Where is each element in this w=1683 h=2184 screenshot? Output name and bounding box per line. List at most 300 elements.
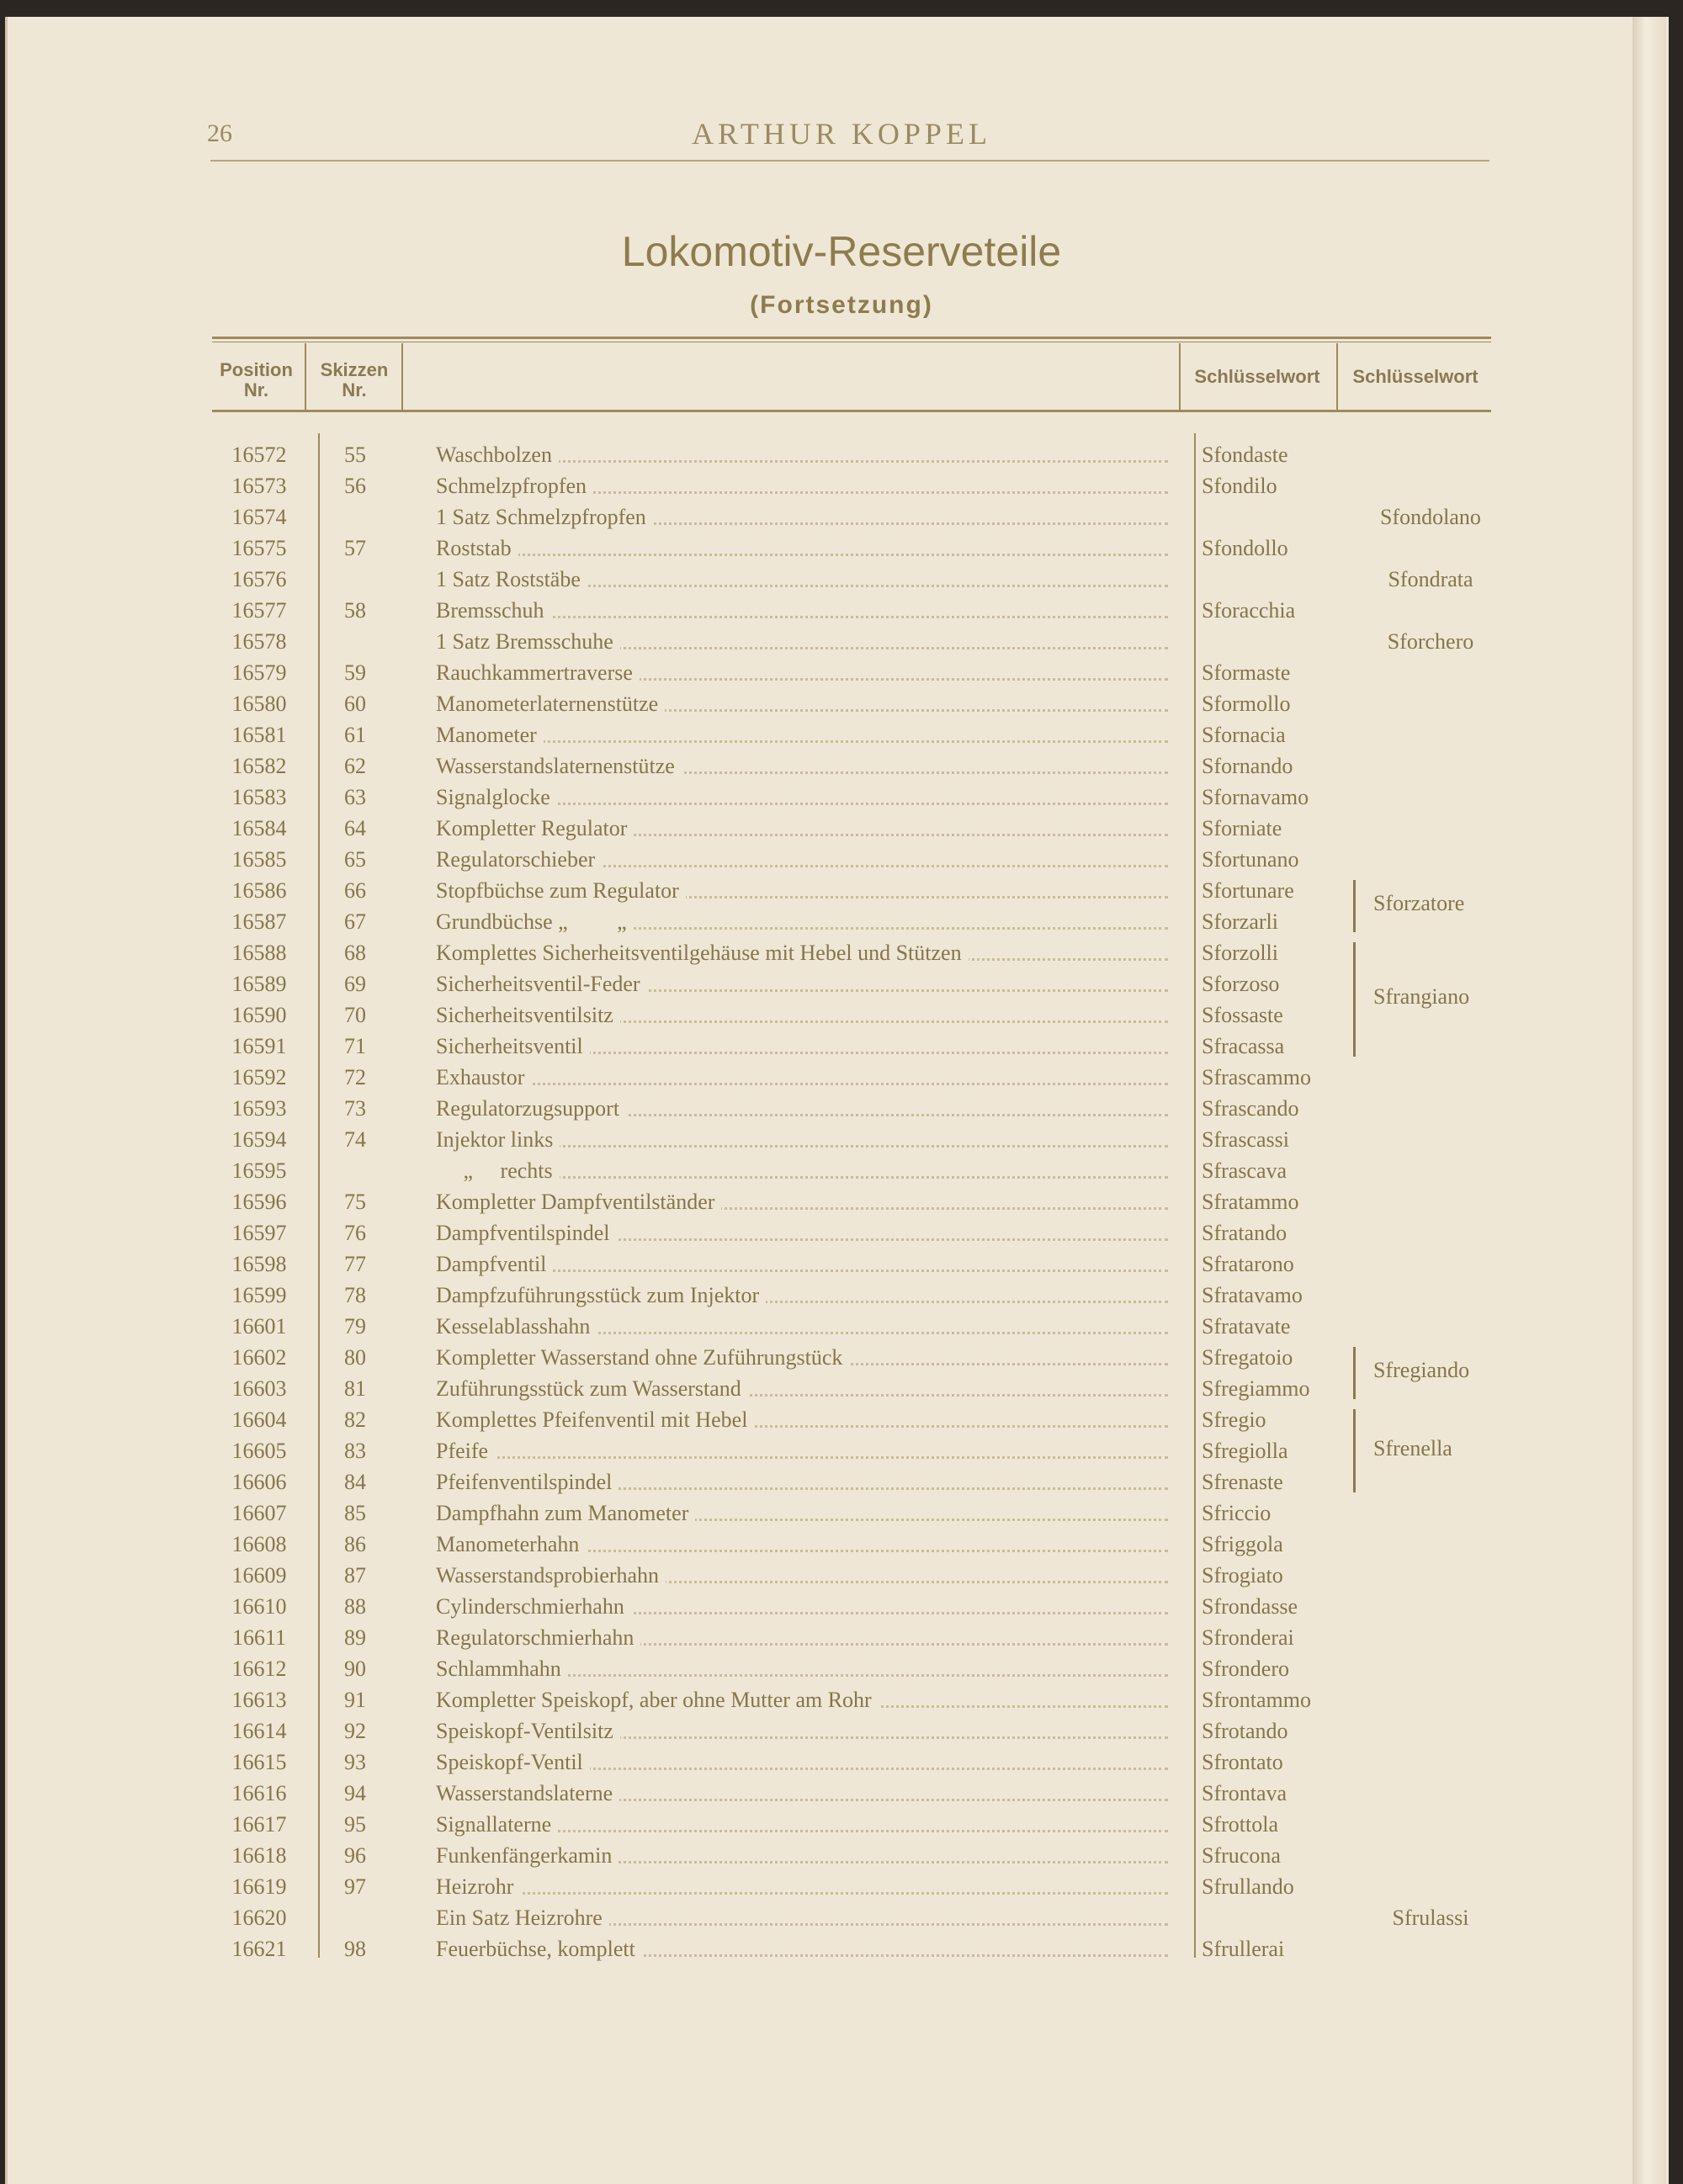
table-row [0,1498,1683,1529]
description-cell [436,999,1168,1031]
header-separator [305,343,306,411]
position-cell: 16607 [231,1501,287,1525]
description-cell [436,1840,1168,1871]
description-cell [436,688,1168,719]
description-text: 1 Satz Roststäbe [436,567,587,591]
keyword-cell: Sfondaste [1202,443,1288,467]
position-cell: 16579 [231,660,287,685]
description-text: Sicherheitsventilsitz [436,1003,620,1027]
skizzen-cell: 90 [344,1657,366,1681]
description-text: Heizrohr [436,1874,520,1899]
skizzen-cell: 61 [344,723,366,747]
table-row [0,1778,1683,1809]
skizzen-cell: 66 [344,878,366,903]
description-text: Grundbüchse „ „ [436,909,634,934]
column-header-key1: Schlüsselwort [1194,366,1320,387]
description-cell [436,1093,1168,1124]
keyword-cell: Sfrontato [1202,1750,1283,1774]
keyword2-cell: Sfondolano [1380,505,1481,529]
description-text: Speiskopf-Ventil [436,1750,590,1774]
skizzen-cell: 87 [344,1563,366,1588]
skizzen-cell: 68 [344,941,366,965]
skizzen-cell: 75 [344,1190,366,1214]
position-cell: 16599 [231,1283,287,1307]
skizzen-cell: 91 [344,1688,366,1712]
position-cell: 16583 [231,785,287,809]
table-row [0,844,1683,875]
keyword-cell: Sforzoso [1202,972,1280,996]
table-row [0,1248,1683,1280]
description-cell [436,1342,1168,1373]
table-row [0,470,1683,501]
table-row [0,1902,1683,1933]
description-cell [436,1062,1168,1093]
group-keyword: Sfregiando [1373,1358,1470,1382]
skizzen-cell: 79 [344,1314,366,1338]
column-header-skizzen: Skizzen Nr. [320,359,389,400]
position-cell: 16604 [231,1407,287,1432]
group-keyword: Sfrenella [1373,1435,1452,1460]
skizzen-cell: 81 [344,1376,366,1401]
description-text: Kesselablasshahn [436,1314,597,1338]
description-cell [436,1311,1168,1342]
position-cell: 16597 [231,1221,287,1245]
description-text: Sicherheitsventil-Feder [436,972,647,996]
description-text: Manometerlaternenstütze [436,692,665,716]
position-cell: 16621 [231,1937,287,1961]
skizzen-cell: 60 [344,692,366,716]
description-cell [436,501,1168,533]
table-row [0,501,1683,533]
keyword-cell: Sfrontammo [1202,1688,1311,1712]
description-cell [436,1591,1168,1622]
description-cell [436,1653,1168,1684]
keyword-cell: Sfornavamo [1202,785,1309,809]
table-row [0,1684,1683,1715]
table-row [0,1031,1683,1062]
description-text: Signallaterne [436,1812,558,1837]
description-text: Wasserstandsprobierhahn [436,1563,666,1588]
description-text: Stopfbüchse zum Regulator [436,878,686,903]
table-row [0,1529,1683,1560]
description-text: Schlammhahn [436,1657,568,1681]
keyword-cell: Sfondilo [1202,474,1277,498]
skizzen-cell: 92 [344,1719,366,1743]
skizzen-cell: 84 [344,1470,366,1494]
position-cell: 16601 [231,1314,287,1338]
keyword-cell: Sfrenaste [1202,1470,1283,1494]
position-cell: 16615 [231,1750,287,1774]
skizzen-cell: 77 [344,1252,366,1276]
table-row [0,1466,1683,1498]
table-top-rule [212,337,1491,339]
group-bracket [1353,880,1356,932]
description-cell [436,1435,1168,1466]
description-cell [436,1715,1168,1747]
skizzen-cell: 80 [344,1345,366,1370]
position-cell: 16611 [231,1625,287,1650]
table-row [0,1747,1683,1778]
skizzen-cell: 96 [344,1843,366,1868]
running-head: ARTHUR KOPPEL [692,117,991,151]
position-cell: 16596 [231,1190,287,1214]
description-cell [436,719,1168,750]
description-text: Kompletter Wasserstand ohne Zuführungstück [436,1345,849,1370]
position-cell: 16618 [231,1843,287,1868]
skizzen-cell: 93 [344,1750,366,1774]
description-cell [436,906,1168,937]
description-text: Dampfhahn zum Manometer [436,1501,695,1525]
description-text: Funkenfängerkamin [436,1843,619,1868]
position-cell: 16587 [231,909,287,934]
keyword-cell: Sfrullerai [1202,1937,1285,1961]
skizzen-cell: 65 [344,847,366,872]
keyword-cell: Sfronderai [1202,1625,1294,1650]
description-text: Kompletter Regulator [436,816,634,840]
keyword-cell: Sfortunano [1202,847,1299,872]
keyword-cell: Sfrontava [1202,1781,1287,1805]
description-cell [436,533,1168,564]
keyword-cell: Sfratammo [1202,1190,1299,1214]
position-cell: 16588 [231,941,287,965]
table-row [0,1622,1683,1653]
keyword-cell: Sforacchia [1202,598,1296,623]
group-keyword: Sfrangiano [1373,984,1470,1009]
position-cell: 16581 [231,723,287,747]
keyword-cell: Sfornacia [1202,723,1286,747]
position-cell: 16572 [231,443,287,467]
group-bracket [1353,942,1356,1057]
keyword-cell: Sforzarli [1202,909,1278,934]
group-bracket [1353,1409,1356,1492]
skizzen-cell: 67 [344,909,366,934]
table-row [0,657,1683,688]
skizzen-cell: 95 [344,1812,366,1837]
description-text: Signalglocke [436,785,557,809]
keyword-cell: Sfrascando [1202,1096,1299,1121]
position-cell: 16593 [231,1096,287,1121]
description-cell [436,750,1168,782]
description-cell [436,1902,1168,1933]
description-cell [436,1155,1168,1186]
position-cell: 16574 [231,505,287,529]
position-cell: 16580 [231,692,287,716]
header-rule [210,160,1489,162]
description-cell [436,844,1168,875]
keyword-cell: Sfortunare [1202,878,1294,903]
position-cell: 16577 [231,598,287,623]
description-text: Regulatorzugsupport [436,1096,626,1121]
description-text: 1 Satz Bremsschuhe [436,629,620,654]
position-cell: 16575 [231,536,287,560]
description-text: Waschbolzen [436,443,559,467]
description-text: Pfeife [436,1439,495,1463]
table-row [0,1809,1683,1840]
skizzen-cell: 88 [344,1594,366,1619]
position-cell: 16612 [231,1657,287,1681]
skizzen-cell: 72 [344,1065,366,1089]
description-cell [436,1622,1168,1653]
skizzen-cell: 56 [344,474,366,498]
position-cell: 16594 [231,1127,287,1152]
page-number: 26 [207,119,232,147]
table-row [0,750,1683,782]
description-cell [436,595,1168,626]
description-text: Komplettes Pfeifenventil mit Hebel [436,1407,754,1432]
description-cell [436,937,1168,968]
keyword-cell: Sfrottola [1202,1812,1278,1837]
description-text: Komplettes Sicherheitsventilgehäuse mit Hebel und Stützen [436,941,969,965]
keyword-cell: Sfrogiato [1202,1563,1283,1588]
position-cell: 16602 [231,1345,287,1370]
keyword-cell: Sfratavamo [1202,1283,1303,1307]
table-row [0,564,1683,595]
keyword-cell: Sforzolli [1202,941,1278,965]
table-row [0,1062,1683,1093]
position-cell: 16573 [231,474,287,498]
description-cell [436,439,1168,470]
description-cell [436,1529,1168,1560]
skizzen-cell: 86 [344,1532,366,1556]
skizzen-cell: 83 [344,1439,366,1463]
table-row [0,1280,1683,1311]
position-cell: 16591 [231,1034,287,1058]
description-text: Zuführungsstück zum Wasserstand [436,1376,748,1401]
skizzen-cell: 59 [344,660,366,685]
keyword-cell: Sfrullando [1202,1874,1294,1899]
keyword-cell: Sfrascammo [1202,1065,1311,1089]
position-cell: 16584 [231,816,287,840]
keyword-cell: Sformollo [1202,692,1291,716]
keyword-cell: Sfrucona [1202,1843,1281,1868]
table-header-bottom-rule [212,410,1491,412]
position-cell: 16603 [231,1376,287,1401]
description-text: Manometerhahn [436,1532,586,1556]
skizzen-cell: 62 [344,754,366,778]
table-row [0,1653,1683,1684]
description-cell [436,968,1168,999]
description-text: „ rechts [436,1158,560,1183]
group-keyword: Sforzatore [1373,891,1465,915]
keyword2-cell: Sfrulassi [1392,1906,1469,1930]
keyword-cell: Sfrascassi [1202,1127,1289,1152]
table-row [0,1155,1683,1186]
skizzen-cell: 57 [344,536,366,560]
keyword-cell: Sfossaste [1202,1003,1283,1027]
position-cell: 16605 [231,1439,287,1463]
table-row [0,782,1683,813]
skizzen-cell: 55 [344,443,366,467]
table-row [0,688,1683,719]
description-text: Kompletter Speiskopf, aber ohne Mutter am Rohr [436,1688,879,1712]
description-cell [436,1778,1168,1809]
position-cell: 16582 [231,754,287,778]
position-cell: 16606 [231,1470,287,1494]
position-cell: 16610 [231,1594,287,1619]
table-row [0,719,1683,750]
position-cell: 16586 [231,878,287,903]
skizzen-cell: 74 [344,1127,366,1152]
skizzen-cell: 64 [344,816,366,840]
keyword-cell: Sfracassa [1202,1034,1285,1058]
description-cell [436,1031,1168,1062]
description-text: Manometer [436,723,544,747]
keyword-cell: Sfornando [1202,754,1293,778]
skizzen-cell: 76 [344,1221,366,1245]
table-row [0,1093,1683,1124]
description-cell [436,813,1168,844]
position-cell: 16614 [231,1719,287,1743]
table-row [0,813,1683,844]
description-cell [436,626,1168,657]
position-cell: 16620 [231,1906,287,1930]
table-row [0,1871,1683,1902]
description-cell [436,1404,1168,1435]
description-cell [436,470,1168,501]
description-text: Dampfzuführungsstück zum Injektor [436,1283,766,1307]
table-row [0,1186,1683,1217]
description-text: Cylinderschmierhahn [436,1594,631,1619]
description-cell [436,1871,1168,1902]
position-cell: 16589 [231,972,287,996]
description-text: Bremsschuh [436,598,551,623]
description-cell [436,1124,1168,1155]
position-cell: 16576 [231,567,287,591]
keyword-cell: Sfregio [1202,1407,1266,1432]
table-row [0,937,1683,968]
description-cell [436,782,1168,813]
description-text: Dampfventilspindel [436,1221,617,1245]
table-row [0,1311,1683,1342]
position-cell: 16613 [231,1688,287,1712]
keyword-cell: Sfratarono [1202,1252,1294,1276]
page-subtitle: (Fortsetzung) [750,291,933,319]
header-separator [401,343,403,411]
keyword-cell: Sforniate [1202,816,1282,840]
keyword-cell: Sfregiolla [1202,1439,1288,1463]
description-text: Wasserstandslaterne [436,1781,619,1805]
description-cell [436,1809,1168,1840]
column-header-position: Position Nr. [220,359,293,400]
group-bracket [1353,1347,1356,1399]
position-cell: 16609 [231,1563,287,1588]
keyword-cell: Sfratando [1202,1221,1287,1245]
skizzen-cell: 85 [344,1501,366,1525]
table-row [0,1933,1683,1964]
description-text: Roststab [436,536,518,560]
table-row [0,1715,1683,1747]
description-text: Kompletter Dampfventilständer [436,1190,721,1214]
table-row [0,1560,1683,1591]
description-cell [436,1186,1168,1217]
skizzen-cell: 70 [344,1003,366,1027]
keyword-cell: Sfrondasse [1202,1594,1298,1619]
keyword-cell: Sfriccio [1202,1501,1272,1525]
description-text: 1 Satz Schmelzpfropfen [436,505,653,529]
page-title: Lokomotiv-Reserveteile [621,228,1062,275]
description-cell [436,1498,1168,1529]
description-cell [436,1217,1168,1248]
description-text: Regulatorschmierhahn [436,1625,640,1650]
header-separator [1336,343,1338,411]
description-cell [436,1747,1168,1778]
position-cell: 16616 [231,1781,287,1805]
description-text: Regulatorschieber [436,847,602,872]
skizzen-cell: 69 [344,972,366,996]
description-text: Dampfventil [436,1252,553,1276]
table-row [0,439,1683,470]
keyword-cell: Sfregiammo [1202,1376,1310,1401]
description-text: Injektor links [436,1127,560,1152]
position-cell: 16578 [231,629,287,654]
skizzen-cell: 82 [344,1407,366,1432]
table-row [0,1591,1683,1622]
skizzen-cell: 97 [344,1874,366,1899]
table-row [0,1124,1683,1155]
description-cell [436,657,1168,688]
description-cell [436,1560,1168,1591]
description-text: Feuerbüchse, komplett [436,1937,642,1961]
position-cell: 16592 [231,1065,287,1089]
column-header-key2: Schlüsselwort [1352,366,1479,387]
description-cell [436,1933,1168,1964]
position-cell: 16585 [231,847,287,872]
position-cell: 16598 [231,1252,287,1276]
skizzen-cell: 73 [344,1096,366,1121]
keyword-cell: Sformaste [1202,660,1291,685]
description-text: Sicherheitsventil [436,1034,590,1058]
skizzen-cell: 71 [344,1034,366,1058]
skizzen-cell: 78 [344,1283,366,1307]
description-cell [436,1684,1168,1715]
table-row [0,626,1683,657]
description-cell [436,1373,1168,1404]
position-cell: 16595 [231,1158,287,1183]
description-text: Rauchkammertraverse [436,660,640,685]
description-text: Ein Satz Heizrohre [436,1906,609,1930]
position-cell: 16590 [231,1003,287,1027]
table-row [0,533,1683,564]
table-row [0,1217,1683,1248]
keyword-cell: Sfratavate [1202,1314,1291,1338]
keyword-cell: Sfrondero [1202,1657,1289,1681]
table-row [0,1840,1683,1871]
description-text: Wasserstandslaternenstütze [436,754,682,778]
keyword-cell: Sfriggola [1202,1532,1283,1556]
skizzen-cell: 58 [344,598,366,623]
position-cell: 16617 [231,1812,287,1837]
keyword-cell: Sfrascava [1202,1158,1287,1183]
skizzen-cell: 94 [344,1781,366,1805]
skizzen-cell: 98 [344,1937,366,1961]
table-row [0,595,1683,626]
keyword-cell: Sfrotando [1202,1719,1288,1743]
position-cell: 16608 [231,1532,287,1556]
header-separator [1179,343,1181,411]
skizzen-cell: 63 [344,785,366,809]
description-cell [436,1280,1168,1311]
description-text: Speiskopf-Ventilsitz [436,1719,620,1743]
keyword2-cell: Sfondrata [1388,567,1473,591]
description-text: Pfeifenventilspindel [436,1470,619,1494]
description-text: Exhaustor [436,1065,531,1089]
description-cell [436,1248,1168,1280]
table-row [0,1404,1683,1435]
description-cell [436,1466,1168,1498]
position-cell: 16619 [231,1874,287,1899]
keyword2-cell: Sforchero [1387,629,1474,654]
skizzen-cell: 89 [344,1625,366,1650]
